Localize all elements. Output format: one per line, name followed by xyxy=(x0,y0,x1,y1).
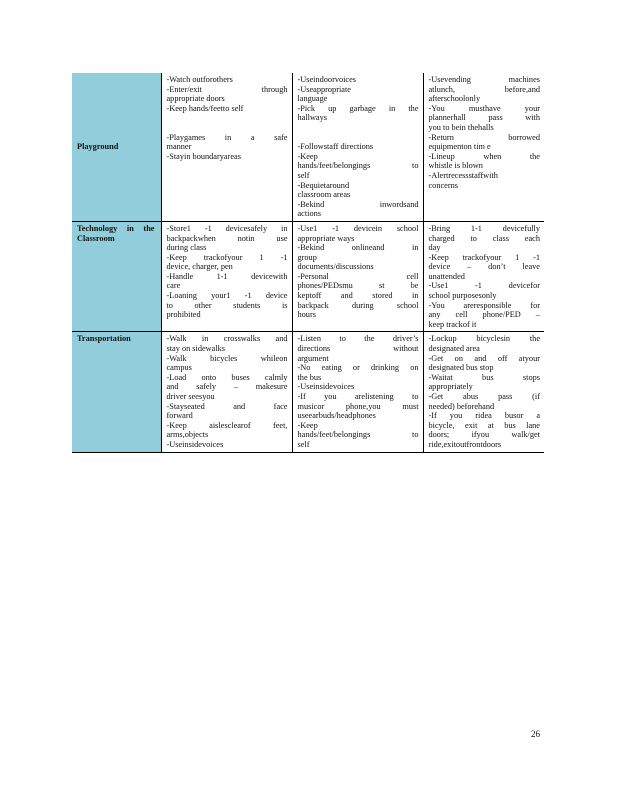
category-cell xyxy=(72,73,161,221)
cell-line: -Useinsidevoices xyxy=(297,382,355,392)
category-cell xyxy=(72,332,161,452)
cell-line: -You areresponsible for xyxy=(428,300,540,310)
cell-line: -Load onto buses calmly xyxy=(166,372,288,382)
cell-line: -Enter/exit through xyxy=(166,84,288,94)
cell-line: appropriately xyxy=(428,382,473,392)
cell-line: -Handle 1-1 devicewith xyxy=(166,271,288,281)
cell-line: -Watch outforothers xyxy=(166,75,233,84)
cell-line: -Lockup bicyclesin the xyxy=(428,334,540,344)
matrix-row xyxy=(72,73,544,221)
cell-line: -Followstaff directions xyxy=(297,142,374,152)
cell-line: driver seesyou xyxy=(166,392,215,401)
cell-line xyxy=(298,133,419,143)
cell-line: -Pick up garbage in the xyxy=(297,103,419,113)
cell-line: actions xyxy=(297,209,322,219)
cell-line: documents/discussions xyxy=(297,262,374,272)
cell-line: plannerhall pass with xyxy=(428,113,540,123)
cell-line: concerns xyxy=(428,180,458,190)
cell-line: doors; ifyou walk/get xyxy=(428,430,540,440)
cell-line: -No eating or drinking on xyxy=(297,363,419,373)
cell-line: -Playgames in a safe xyxy=(166,132,288,142)
cell-line: -Keep xyxy=(297,420,318,430)
cell-line: prohibited xyxy=(166,310,201,320)
cell-line: self xyxy=(297,439,310,449)
cell-line: ride,exitoutfrontdoors xyxy=(428,439,502,449)
cell-line: hallways xyxy=(297,113,327,123)
cell-line: -Bekind inwordsand xyxy=(297,199,419,209)
rule-cell-col1 xyxy=(161,221,292,332)
cell-line: bicycle, exit at bus lane xyxy=(428,420,540,430)
cell-line: the bus xyxy=(297,372,322,382)
cell-line: -Keep trackofyour 1 -1 xyxy=(166,252,288,262)
cell-line: -Keep hands/feetto self xyxy=(166,103,244,113)
category-label: Transportation xyxy=(77,334,131,344)
cell-line: atlunch, before,and xyxy=(428,84,540,94)
cell-line: -Keep aislesclearof feet, xyxy=(166,420,288,430)
cell-line: -Waitat bus stops xyxy=(428,372,540,382)
cell-line xyxy=(167,123,288,133)
cell-line: -Keep xyxy=(297,151,318,161)
cell-line: -Use1 -1 devicefor xyxy=(428,281,540,291)
cell-line: hands/feet/belongings to xyxy=(297,430,419,440)
cell-line: useearbuds/headphones xyxy=(297,411,376,421)
category-label: Playground xyxy=(77,142,119,152)
rule-cell-col1 xyxy=(161,332,292,452)
cell-line: designated area xyxy=(428,344,480,354)
rule-cell-col2 xyxy=(292,221,423,332)
cell-line: self xyxy=(297,170,310,180)
cell-line: device, charger, pen xyxy=(166,262,233,272)
cell-line xyxy=(167,113,288,123)
cell-line: classroom areas xyxy=(297,190,351,200)
cell-line: -Walk in crosswalks and xyxy=(166,334,288,344)
cell-line: keptoff and stored in xyxy=(297,291,419,301)
cell-line: -Stayseated and face xyxy=(166,401,288,411)
rule-cell-col3 xyxy=(423,221,544,332)
cell-line: whistle is blown xyxy=(428,161,483,171)
rule-cell-col2 xyxy=(292,73,423,221)
category-label: Technology in the Classroom xyxy=(77,223,155,243)
cell-line: -Usevending machines xyxy=(428,75,540,84)
cell-line: -Loaning your1 -1 device xyxy=(166,291,288,301)
cell-line: any cell phone/PED – xyxy=(428,310,540,320)
cell-line: equipmenton tim e xyxy=(428,142,491,152)
cell-line: -Walk bicycles whileon xyxy=(166,353,288,363)
cell-line: -Stayin boundaryareas xyxy=(166,151,241,161)
cell-line: directions without xyxy=(297,344,419,354)
cell-line: school purposesonly xyxy=(428,291,497,301)
cell-line: -Useindoorvoices xyxy=(297,75,357,84)
cell-line: -Keep trackofyour 1 -1 xyxy=(428,252,540,262)
cell-line: hours xyxy=(297,310,316,320)
cell-line: -Listen to the driver’s xyxy=(297,334,419,344)
cell-line: care xyxy=(166,281,181,291)
category-cell xyxy=(72,221,161,332)
cell-line: -Bring 1-1 devicefully xyxy=(428,223,540,233)
cell-line: stay on sidewalks xyxy=(166,344,226,354)
cell-line: manner xyxy=(166,142,192,152)
cell-line: designated bus stop xyxy=(428,363,494,373)
cell-line: afterschoolonly xyxy=(428,94,481,104)
cell-line: -Get on and off atyour xyxy=(428,353,540,363)
cell-line: backpack during school xyxy=(297,300,419,310)
cell-line: and safely – makesure xyxy=(166,382,288,392)
cell-line: unattended xyxy=(428,271,465,281)
cell-line: arms,objects xyxy=(166,430,209,440)
rule-cell-col1 xyxy=(161,73,292,221)
rule-cell-col3 xyxy=(423,73,544,221)
page-number: 26 xyxy=(531,729,540,739)
cell-line: needed) beforehand xyxy=(428,401,495,411)
cell-line: -Personal cell xyxy=(297,271,419,281)
cell-line: language xyxy=(297,94,328,104)
cell-line: appropriate ways xyxy=(297,233,355,243)
cell-line: -If you arelistening to xyxy=(297,392,419,401)
cell-line: forward xyxy=(166,411,193,421)
cell-line: campus xyxy=(166,363,192,373)
cell-line: -If you ridea busor a xyxy=(428,411,540,421)
rule-cell-col3 xyxy=(423,332,544,452)
cell-line: device – don’t leave xyxy=(428,262,540,272)
cell-line: day xyxy=(428,243,441,253)
cell-line: group xyxy=(297,252,317,262)
matrix-body xyxy=(72,73,544,452)
cell-line: hands/feet/belongings to xyxy=(297,161,419,171)
cell-line: -Alertrecessstaffwith xyxy=(428,170,498,180)
behavior-matrix-table xyxy=(72,73,544,453)
cell-line: charged to class each xyxy=(428,233,540,243)
cell-line: -Get abus pass (if xyxy=(428,392,540,401)
cell-line: -Lineup when the xyxy=(428,151,540,161)
cell-line: -Store1 -1 devicesafely in xyxy=(166,223,288,233)
cell-line: phones/PEDsmu st be xyxy=(297,281,419,291)
cell-line: to other students is xyxy=(166,300,288,310)
cell-line xyxy=(298,123,419,133)
cell-line: musicor phone,you must xyxy=(297,401,419,411)
cell-line: appropriate doors xyxy=(166,94,225,104)
cell-line: -Bequietaround xyxy=(297,180,350,190)
cell-line: during class xyxy=(166,243,207,253)
cell-line: -Useinsidevoices xyxy=(166,439,224,449)
matrix-row xyxy=(72,221,544,332)
rule-cell-col2 xyxy=(292,332,423,452)
cell-line: -Useappropriate xyxy=(297,84,351,94)
cell-line: argument xyxy=(297,353,329,363)
matrix-row xyxy=(72,332,544,452)
cell-line: -Use1 -1 devicein school xyxy=(297,223,419,233)
cell-line: -You musthave your xyxy=(428,103,540,113)
cell-line: -Return borrowed xyxy=(428,132,540,142)
cell-line: -Bekind onlineand in xyxy=(297,243,419,253)
cell-line: keep trackof it xyxy=(428,319,477,329)
cell-line: you to bein thehalls xyxy=(428,122,494,132)
cell-line: backpackwhen notin use xyxy=(166,233,288,243)
